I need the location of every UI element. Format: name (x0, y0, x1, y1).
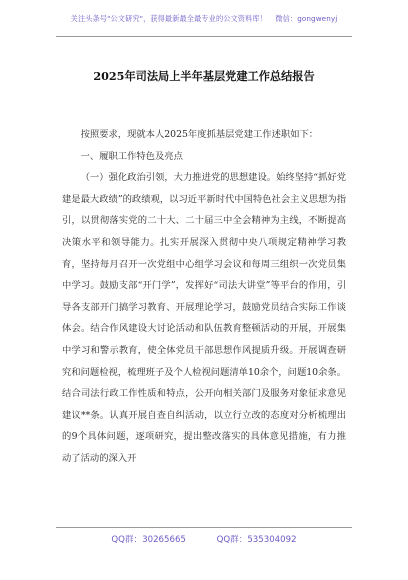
footer-qq-group-2: QQ群：535304092 (216, 535, 297, 545)
footer (0, 533, 408, 545)
header-promo-text: 关注头条号"公文研究"，获得最新最全最专业的公文资料库！ (70, 14, 267, 23)
intro-paragraph: 按照要求，现就本人2025年度抓基层党建工作述职如下： (80, 129, 319, 140)
section-heading: 一、履职工作特色及亮点 (80, 150, 183, 162)
document-body (62, 124, 346, 470)
footer-qq-group-1: QQ群：30265665 (111, 535, 186, 545)
footer-divider (56, 527, 352, 528)
header-wechat-text: 微信：gongwenyj (275, 14, 338, 23)
body-paragraph: （一）强化政治引领，大力推进党的思想建设。始终坚持“抓好党建是最大政绩”的政绩观，以习近平新时代中国特色社会主义思想为指引，以贯彻落实党的二十大、二十届三中全会精神为主线，不断提高决策水平和领导能力。扎实开展深入贯彻中央八项规定精神学习教育，坚持每月召开一次党组中心组学习会议和每周三组织一次党员集中学习。鼓励支部“开门学”，发挥好“司法大讲堂”等平台的作用，引导各支部开门搞学习教育、开展理论学习，鼓励党员结合实际工作谈体会。结合作风建设大讨论活动和队伍教育整顿活动的开展，开展集中学习和警示教育，使全体党员干部思想作风提质升级。开展调查研究和问题检视，梳理班子及个人检视问题清单10余个，问题10余条。结合司法行政工作性质和特点，公开向相关部门及服务对象征求意见建议**条。认真开展自查自纠活动，以立行立改的态度对分析梳理出的9个具体问题，逐项研究，提出整改落实的具体意见措施，有力推动了活动的深入开 (62, 172, 346, 464)
header-banner (0, 14, 408, 24)
document-title: 2025年司法局上半年基层党建工作总结报告 (93, 69, 315, 83)
header-divider (56, 36, 352, 37)
